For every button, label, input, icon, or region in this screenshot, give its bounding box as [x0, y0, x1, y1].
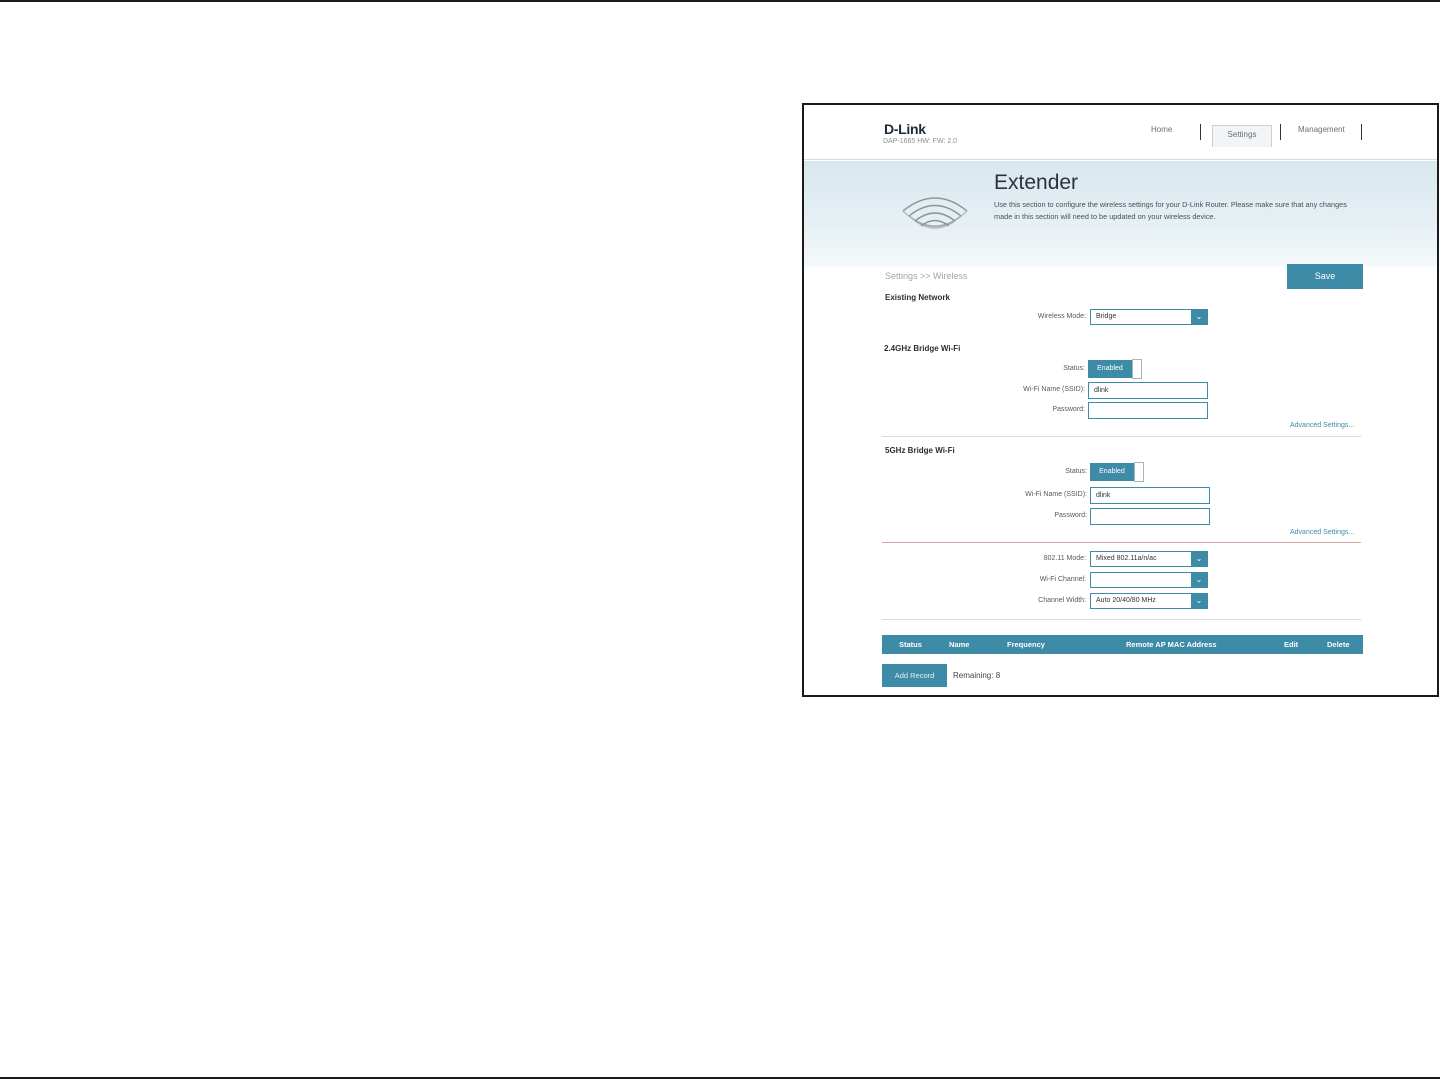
channel-select[interactable]	[1090, 572, 1208, 588]
nav-home[interactable]: Home	[1151, 125, 1173, 134]
band5-password-label: Password:	[1054, 512, 1087, 519]
band5-advanced-settings-link[interactable]: Advanced Settings...	[1290, 529, 1355, 536]
section-divider	[882, 619, 1361, 620]
nav-settings[interactable]: Settings	[1212, 125, 1272, 147]
nav-separator	[1361, 124, 1362, 140]
band24-advanced-settings-link[interactable]: Advanced Settings...	[1290, 422, 1355, 429]
chevron-down-icon: ⌄	[1191, 573, 1207, 587]
width-label: Channel Width:	[1038, 597, 1086, 604]
band5-status-toggle[interactable]	[1090, 462, 1146, 482]
nav-separator	[1280, 124, 1281, 140]
width-value: Auto 20/40/80 MHz	[1096, 597, 1156, 604]
col-edit: Edit	[1284, 640, 1299, 649]
band5-ssid-label: Wi-Fi Name (SSID):	[1025, 491, 1087, 498]
chevron-down-icon: ⌄	[1191, 594, 1207, 608]
remaining-count: Remaining: 8	[953, 671, 1001, 680]
col-status: Status	[899, 640, 922, 649]
band24-title: 2.4GHz Bridge Wi-Fi	[884, 344, 961, 353]
nav-separator	[1200, 124, 1201, 140]
wireless-mode-value: Bridge	[1096, 313, 1117, 320]
band5-ssid-input[interactable]: dlink	[1090, 487, 1210, 504]
channel-label: Wi-Fi Channel:	[1039, 576, 1086, 583]
toggle-on-label: Enabled	[1090, 463, 1134, 481]
col-name: Name	[949, 640, 970, 649]
toggle-knob	[1132, 359, 1142, 379]
toggle-knob	[1134, 462, 1144, 482]
add-record-button[interactable]: Add Record	[882, 664, 947, 687]
toggle-on-label: Enabled	[1088, 360, 1132, 378]
band24-password-input[interactable]	[1088, 402, 1208, 419]
section-divider	[882, 436, 1361, 437]
band24-status-label: Status:	[1063, 365, 1085, 372]
brand-logo[interactable]: D-Link	[884, 121, 926, 137]
width-select[interactable]	[1090, 593, 1208, 609]
hero-banner	[804, 161, 1437, 267]
band5-status-label: Status:	[1065, 468, 1087, 475]
page-title: Extender	[994, 171, 1079, 194]
existing-network-title: Existing Network	[885, 293, 950, 302]
model-info: DAP-1665 HW: FW: 2.0	[883, 138, 958, 145]
band24-ssid-label: Wi-Fi Name (SSID):	[1023, 386, 1085, 393]
nav-management[interactable]: Management	[1298, 125, 1345, 134]
save-button[interactable]: Save	[1287, 264, 1363, 289]
page-top-rule	[0, 0, 1440, 2]
col-delete: Delete	[1327, 640, 1350, 649]
page-description: Use this section to configure the wireless settings for your D-Link Router. Please make sure that any changes made in this section will need to be updated on your wireless device.	[994, 200, 1347, 221]
band24-status-toggle[interactable]	[1088, 359, 1144, 379]
section-divider-red	[882, 542, 1361, 543]
mode-label: 802.11 Mode:	[1043, 555, 1086, 562]
band5-title: 5GHz Bridge Wi-Fi	[885, 446, 955, 455]
header-bar	[804, 105, 1437, 160]
breadcrumb[interactable]: Settings >> Wireless	[885, 271, 968, 281]
mode-value: Mixed 802.11a/n/ac	[1096, 555, 1157, 562]
records-table-header	[882, 635, 1363, 654]
wireless-mode-label: Wireless Mode:	[1037, 313, 1086, 320]
wifi-icon	[899, 191, 971, 237]
col-remote-mac: Remote AP MAC Address	[1126, 640, 1217, 649]
band24-password-label: Password:	[1052, 406, 1085, 413]
band24-ssid-input[interactable]: dlink	[1088, 382, 1208, 399]
band5-password-input[interactable]	[1090, 508, 1210, 525]
wireless-mode-select[interactable]	[1090, 309, 1208, 325]
chevron-down-icon: ⌄	[1191, 310, 1207, 324]
mode-select[interactable]	[1090, 551, 1208, 567]
page-bottom-rule	[0, 1077, 1440, 1079]
col-frequency: Frequency	[1007, 640, 1045, 649]
screenshot-frame	[802, 103, 1439, 697]
chevron-down-icon: ⌄	[1191, 552, 1207, 566]
